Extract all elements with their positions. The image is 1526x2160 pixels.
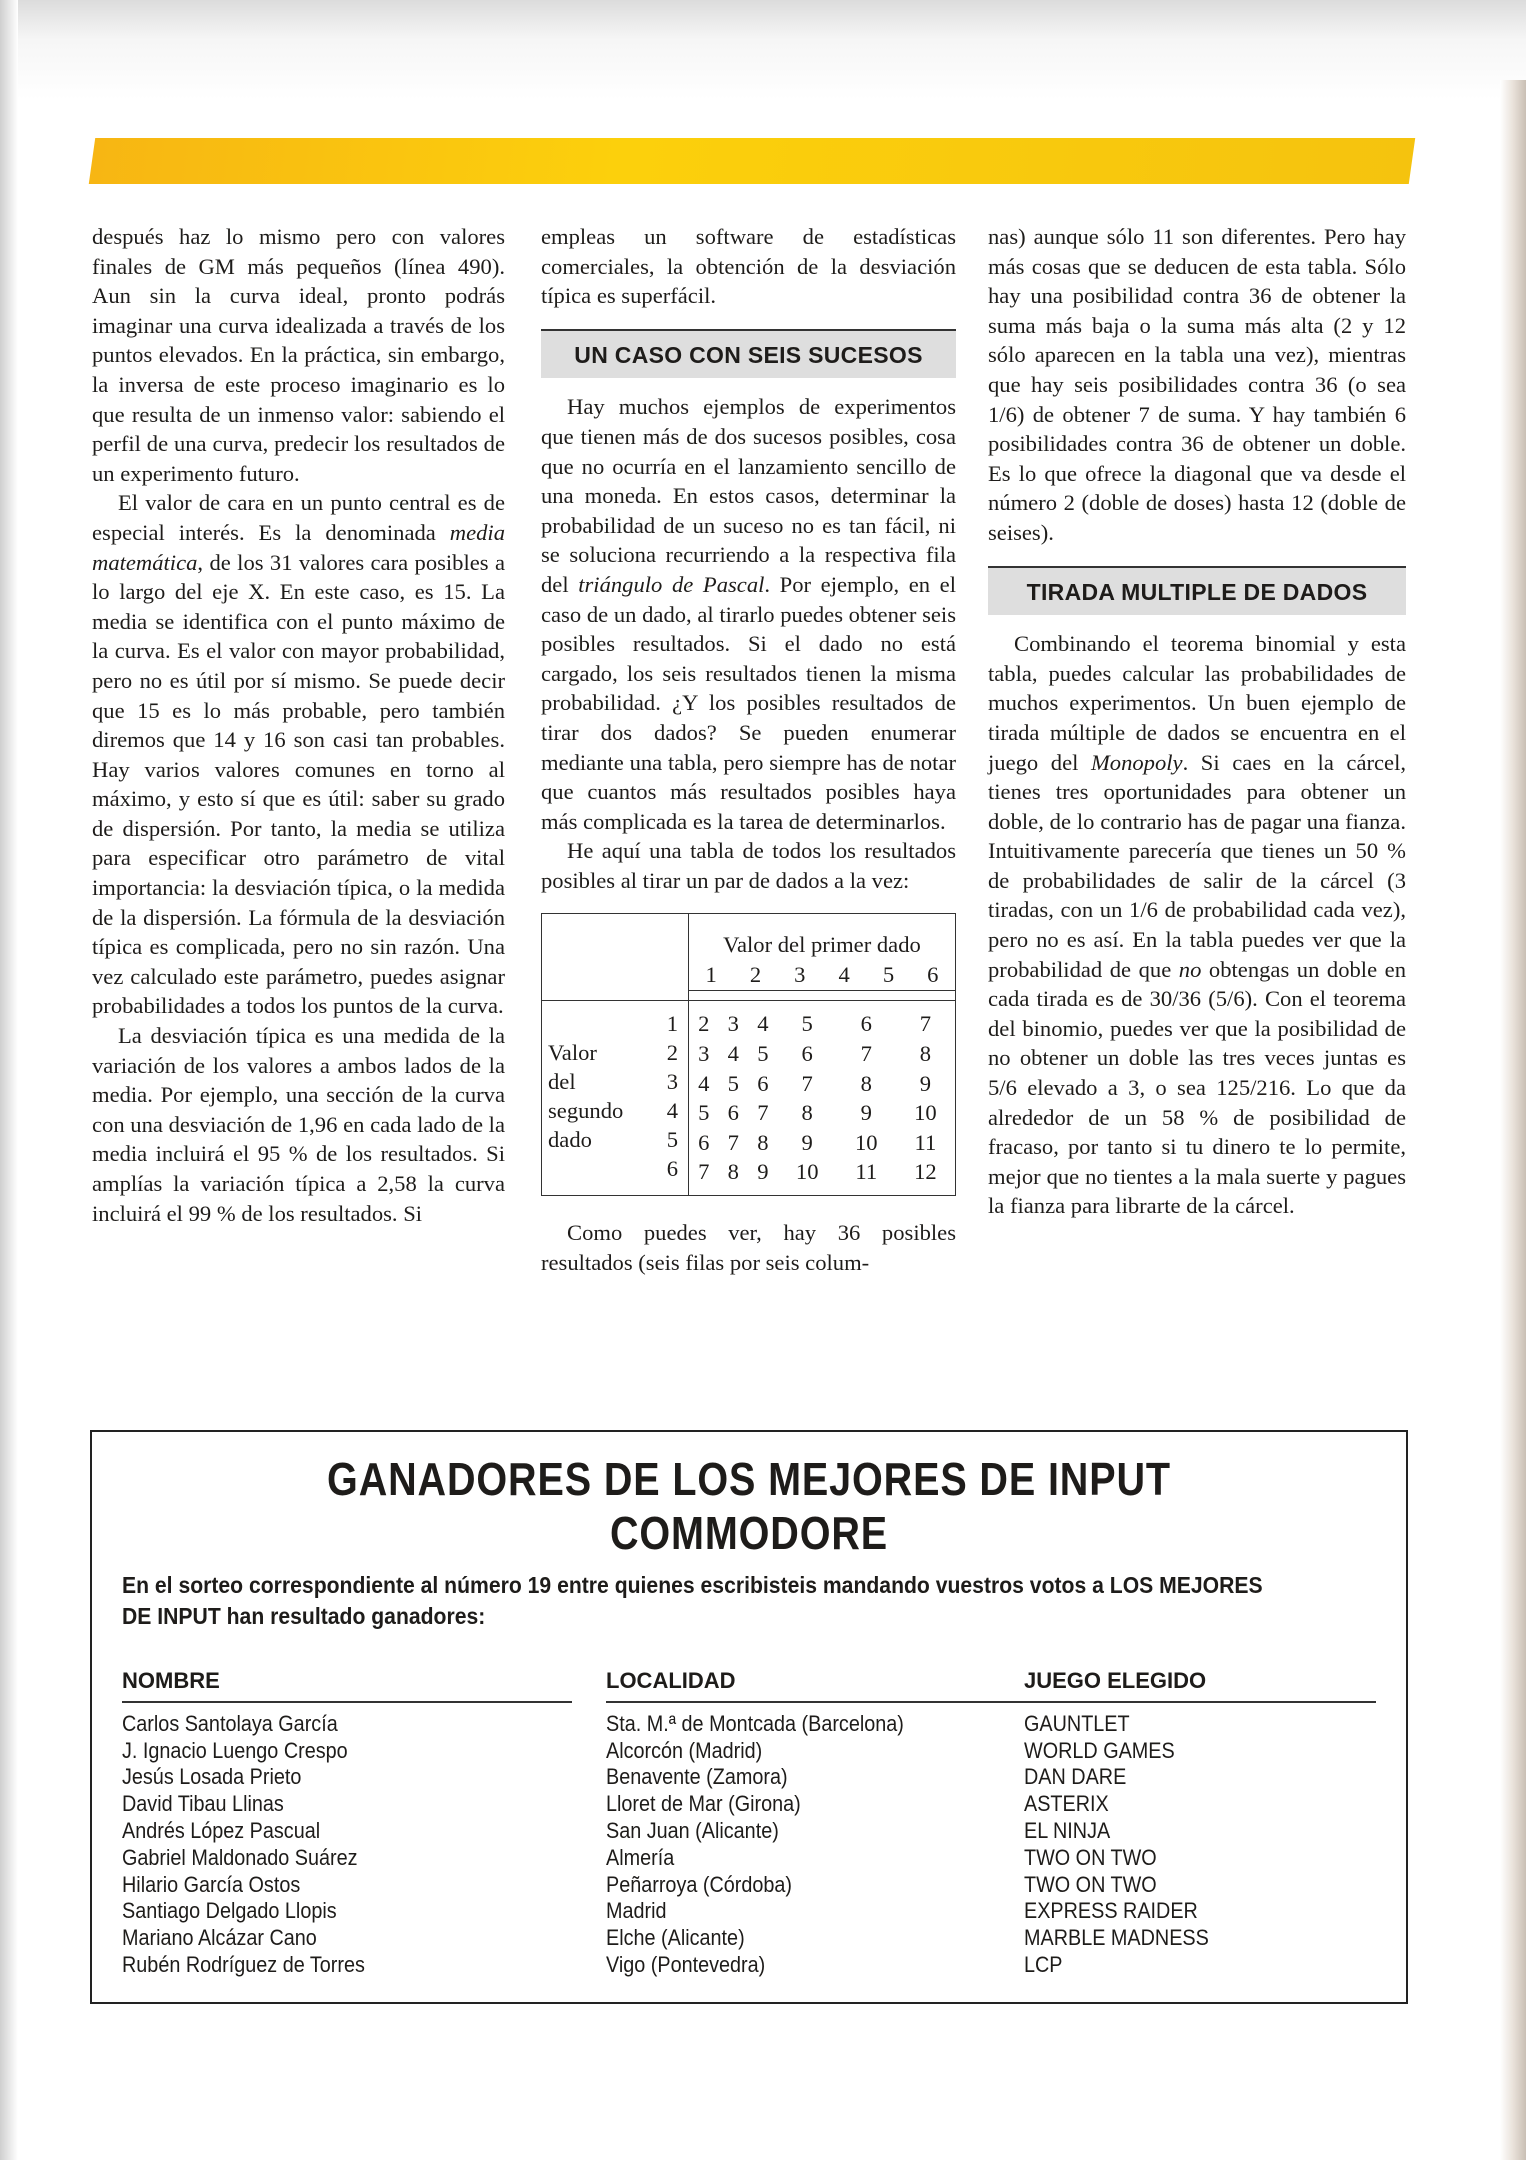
paragraph [988, 629, 1406, 1221]
table-cell: 9 [919, 1070, 932, 1096]
table-cell: 8 [860, 1070, 872, 1096]
table-row [689, 1039, 955, 1069]
text-column-1 [92, 222, 505, 1228]
header-values-row [689, 960, 955, 991]
header-value: 5 [866, 960, 910, 990]
header-value: 6 [911, 960, 955, 990]
winner-name: Hilario García Ostos [122, 1871, 301, 1897]
paragraph [92, 488, 505, 1021]
section-heading: TIRADA MULTIPLE DE DADOS [988, 566, 1406, 616]
table-cell: 6 [801, 1041, 813, 1067]
italic-term: no [1178, 956, 1202, 982]
table-cell: 4 [727, 1041, 739, 1067]
italic-term: media matemática [92, 519, 505, 575]
winner-game: WORLD GAMES [1024, 1737, 1175, 1763]
text-column-3 [988, 222, 1406, 1221]
table-row [689, 1098, 955, 1128]
table-row-labels [542, 1001, 689, 1196]
winner-location: Elche (Alicante) [606, 1925, 745, 1951]
winner-name: Gabriel Maldonado Suárez [122, 1844, 358, 1870]
winner-name: Jesús Losada Prieto [122, 1764, 302, 1790]
winner-name: Rubén Rodríguez de Torres [122, 1951, 365, 1977]
winner-name: David Tibau Llinas [122, 1791, 284, 1817]
paragraph: He aquí una tabla de todos los resultados posibles al tirar un par de dados a la vez: [541, 838, 956, 893]
page-right-edge [1500, 80, 1526, 2160]
table-cell: 10 [855, 1129, 878, 1155]
label-line: del [548, 1069, 576, 1095]
paragraph: nas) aunque sólo 11 son diferentes. Pero hay más cosas que se deducen de esta tabla. Sólo hay una posibilidad contra 36 de obtener la suma más baja o la suma más alta (2 y 12 sólo aparecen en la tabla una vez), mientras que hay seis posibilidades contra 36 (o sea 1/6) de obtener 7 de suma. Y hay también 6 posibilidades contra 36 de obtener un doble. Es lo que ofrece la diagonal que va desde el número 2 (doble de doses) hasta 12 (doble de seises). [988, 224, 1406, 545]
table-corner [542, 914, 689, 1001]
table-cell: 3 [698, 1041, 710, 1067]
table-cell: 7 [860, 1041, 872, 1067]
table-cell: 9 [801, 1129, 813, 1155]
winner-name: Mariano Alcázar Cano [122, 1925, 317, 1951]
text-column-2 [541, 222, 956, 1277]
games-column [1024, 1668, 1376, 1979]
table-cell: 4 [757, 1011, 769, 1037]
winner-game: DAN DARE [1024, 1764, 1127, 1790]
winner-game: MARBLE MADNESS [1024, 1925, 1209, 1951]
winners-title: GANADORES DE LOS MEJORES DE INPUT COMMODORE [327, 1453, 1171, 1559]
table-cell: 11 [855, 1159, 878, 1185]
row-label: 3 [666, 1069, 678, 1095]
winner-location: Madrid [606, 1898, 667, 1924]
table-cell: 8 [801, 1100, 813, 1126]
winner-location: Benavente (Zamora) [606, 1764, 788, 1790]
text-run: . Por ejemplo, en el caso de un dado, al tirarlo puedes obtener seis posibles resultados. Si el dado no está cargado, los seis resultados tienen la misma probabilidad. ¿Y los posibles resultados de tirar dos dados? Se pueden enumerar mediante una tabla, pero siempre has de notar que cuantos más resultados posibles haya más complicada es la tarea de determinarlos. [541, 571, 956, 834]
text-run: El valor de cara en un punto central es de especial interés. Es la denominada [92, 490, 505, 545]
label-line: dado [548, 1127, 592, 1153]
table-cell: 10 [914, 1100, 937, 1126]
table-cell: 12 [914, 1159, 937, 1185]
table-header-title: Valor del primer dado [723, 932, 921, 958]
column-header-name: NOMBRE [122, 1668, 572, 1703]
table-cell: 6 [727, 1100, 739, 1126]
table-row [689, 1069, 955, 1099]
label-line: Valor [548, 1040, 597, 1066]
table-cell: 9 [860, 1100, 872, 1126]
header-value: 3 [778, 960, 822, 990]
table-body [689, 1001, 956, 1196]
table-row [689, 1128, 955, 1158]
header-value: 4 [822, 960, 866, 990]
table-cell: 7 [801, 1070, 813, 1096]
text-run: Hay muchos ejemplos de experimentos que tienen más de dos sucesos posibles, cosa que no ocurría en el lanzamiento sencillo de una moneda. En estos casos, determinar la probabilidad de un suceso no es tan fácil, ni se soluciona recurriendo a la respectiva fila del [541, 394, 956, 597]
table-cell: 8 [727, 1159, 739, 1185]
table-cell: 4 [698, 1070, 710, 1096]
italic-term: triángulo de Pascal [578, 571, 765, 597]
winners-intro: En el sorteo correspondiente al número 19 entre quienes escribisteis mandando vuestros votos a LOS MEJORES DE INPUT han resultado ganadores: [122, 1572, 1263, 1629]
table-cell: 5 [727, 1070, 739, 1096]
paragraph: Como puedes ver, hay 36 posibles resultados (seis filas por seis colum- [541, 1220, 956, 1275]
names-column [122, 1668, 572, 1979]
table-cell: 7 [698, 1159, 710, 1185]
winner-location: Vigo (Pontevedra) [606, 1951, 766, 1977]
winner-name: Andrés López Pascual [122, 1817, 321, 1843]
winner-game: EXPRESS RAIDER [1024, 1898, 1198, 1924]
header-value: 2 [733, 960, 777, 990]
winner-location: Lloret de Mar (Girona) [606, 1791, 801, 1817]
dice-sum-table [541, 913, 956, 1196]
table-cell: 9 [757, 1159, 769, 1185]
table-cell: 5 [698, 1100, 710, 1126]
winner-game: LCP [1024, 1951, 1063, 1977]
section-heading: UN CASO CON SEIS SUCESOS [541, 329, 956, 379]
table-cell: 11 [914, 1129, 937, 1155]
table-cell: 6 [860, 1011, 872, 1037]
italic-term: Monopoly [1090, 749, 1183, 775]
winner-name: Santiago Delgado Llopis [122, 1898, 337, 1924]
row-label: 2 [666, 1040, 678, 1066]
table-row [689, 1157, 955, 1187]
locations-column [606, 1668, 1026, 1979]
paragraph: La desviación típica es una medida de la variación de los valores a ambos lados de la media. Por ejemplo, una sección de la curva con una desviación de 1,96 en cada lado de la media incluirá el 95 % de los resultados. Si amplías la variación típica a 2,58 la curva incluirá el 99 % de los resultados. Si [92, 1023, 505, 1226]
winner-game: TWO ON TWO [1024, 1871, 1157, 1897]
page-top-shadow [0, 0, 1526, 100]
header-value: 1 [689, 960, 733, 990]
table-cell: 7 [757, 1100, 769, 1126]
yellow-header-band [89, 138, 1415, 184]
table-header [689, 914, 956, 1001]
table-cell: 5 [757, 1041, 769, 1067]
winners-box [90, 1430, 1408, 2004]
table-row [689, 1009, 955, 1039]
winner-game: EL NINJA [1024, 1817, 1111, 1843]
paragraph: empleas un software de estadísticas comerciales, la obtención de la desviación típica es superfácil. [541, 224, 956, 309]
table-cell: 8 [757, 1129, 769, 1155]
column-header-location: LOCALIDAD [606, 1668, 1026, 1703]
winner-game: GAUNTLET [1024, 1710, 1130, 1736]
table-cell: 6 [698, 1129, 710, 1155]
winner-location: Alcorcón (Madrid) [606, 1737, 763, 1763]
page-left-shadow [0, 0, 18, 2160]
row-label: 5 [666, 1127, 678, 1153]
table-cell: 6 [757, 1070, 769, 1096]
winner-game: TWO ON TWO [1024, 1844, 1157, 1870]
text-run: . Si caes en la cárcel, tienes tres oportunidades para obtener un doble, de lo contrario has de pagar una fianza. Intuitivamente parecería que tienes un 50 % de probabilidades de salir de la cárcel (3 tiradas, con un 1/6 de probabilidad cada vez), pero no es así. En la tabla puedes ver que la probabilidad de que [988, 749, 1406, 982]
winner-location: Almería [606, 1844, 675, 1870]
row-label: 1 [666, 1011, 678, 1037]
winner-name: Carlos Santolaya García [122, 1710, 338, 1736]
table-cell: 7 [919, 1011, 932, 1037]
second-die-values [667, 1009, 678, 1183]
table-cell: 2 [698, 1011, 710, 1037]
table-cell: 8 [919, 1041, 932, 1067]
winner-name: J. Ignacio Luengo Crespo [122, 1737, 348, 1763]
winner-location: San Juan (Alicante) [606, 1817, 779, 1843]
second-die-label [548, 1038, 623, 1154]
row-label: 6 [666, 1156, 678, 1182]
winner-location: Peñarroya (Córdoba) [606, 1871, 793, 1897]
row-label: 4 [666, 1098, 678, 1124]
table-cell: 10 [795, 1159, 819, 1185]
paragraph: después haz lo mismo pero con valores finales de GM más pequeños (línea 490). Aun sin la curva ideal, pronto podrás imaginar una curva idealizada a través de los puntos elevados. En la práctica, sin embargo, la inversa de este proceso imaginario es lo que resulta de un inmenso valor: sabiendo el perfil de una curva, predecir los resultados de un experimento futuro. [92, 224, 505, 486]
table-cell: 7 [727, 1129, 739, 1155]
table-cell: 5 [801, 1011, 813, 1037]
paragraph [541, 392, 956, 836]
winner-location: Sta. M.ª de Montcada (Barcelona) [606, 1710, 904, 1736]
text-run: , de los 31 valores cara posibles a lo largo del eje X. En este caso, es 15. La media se identifica con el punto máximo de la curva. Es el valor con mayor probabilidad, pero no es útil por sí mismo. Se puede decir que 15 es lo más probable, pero también diremos que 14 y 16 son casi tan probables. Hay varios valores comunes en torno al máximo, y esto sí que es útil: saber su grado de dispersión. Por tanto, la media se utiliza para especificar otro parámetro de vital importancia: la desviación típica, o la medida de la dispersión. La fórmula de la desviación típica es complicada, pero no sin razón. Una vez calculado este parámetro, puedes asignar probabilidades a todos los puntos de la curva. [92, 549, 505, 1019]
text-run: obtengas un doble en cada tirada es de 30/36 (5/6). Con el teorema del binomio, puedes ver que la posibilidad de no obtener un doble las tres veces juntas es 5/6 elevado a 3, o sea 125/216. Lo que da alrededor de un 58 % de posibilidad de fracaso, por tanto si tu dinero te lo permite, mejor que no tientes a la mala suerte y pagues la fianza para librarte de la cárcel. [988, 956, 1406, 1219]
label-line: segundo [548, 1098, 624, 1124]
column-header-game: JUEGO ELEGIDO [1024, 1668, 1376, 1703]
table-grid [689, 1009, 955, 1187]
winner-game: ASTERIX [1024, 1791, 1109, 1817]
text-run: Combinando el teorema binomial y esta tabla, puedes calcular las probabilidades de muchos experimentos. Un buen ejemplo de tirada múltiple de dados se encuentra en el juego del [988, 631, 1406, 775]
table-cell: 3 [727, 1011, 739, 1037]
